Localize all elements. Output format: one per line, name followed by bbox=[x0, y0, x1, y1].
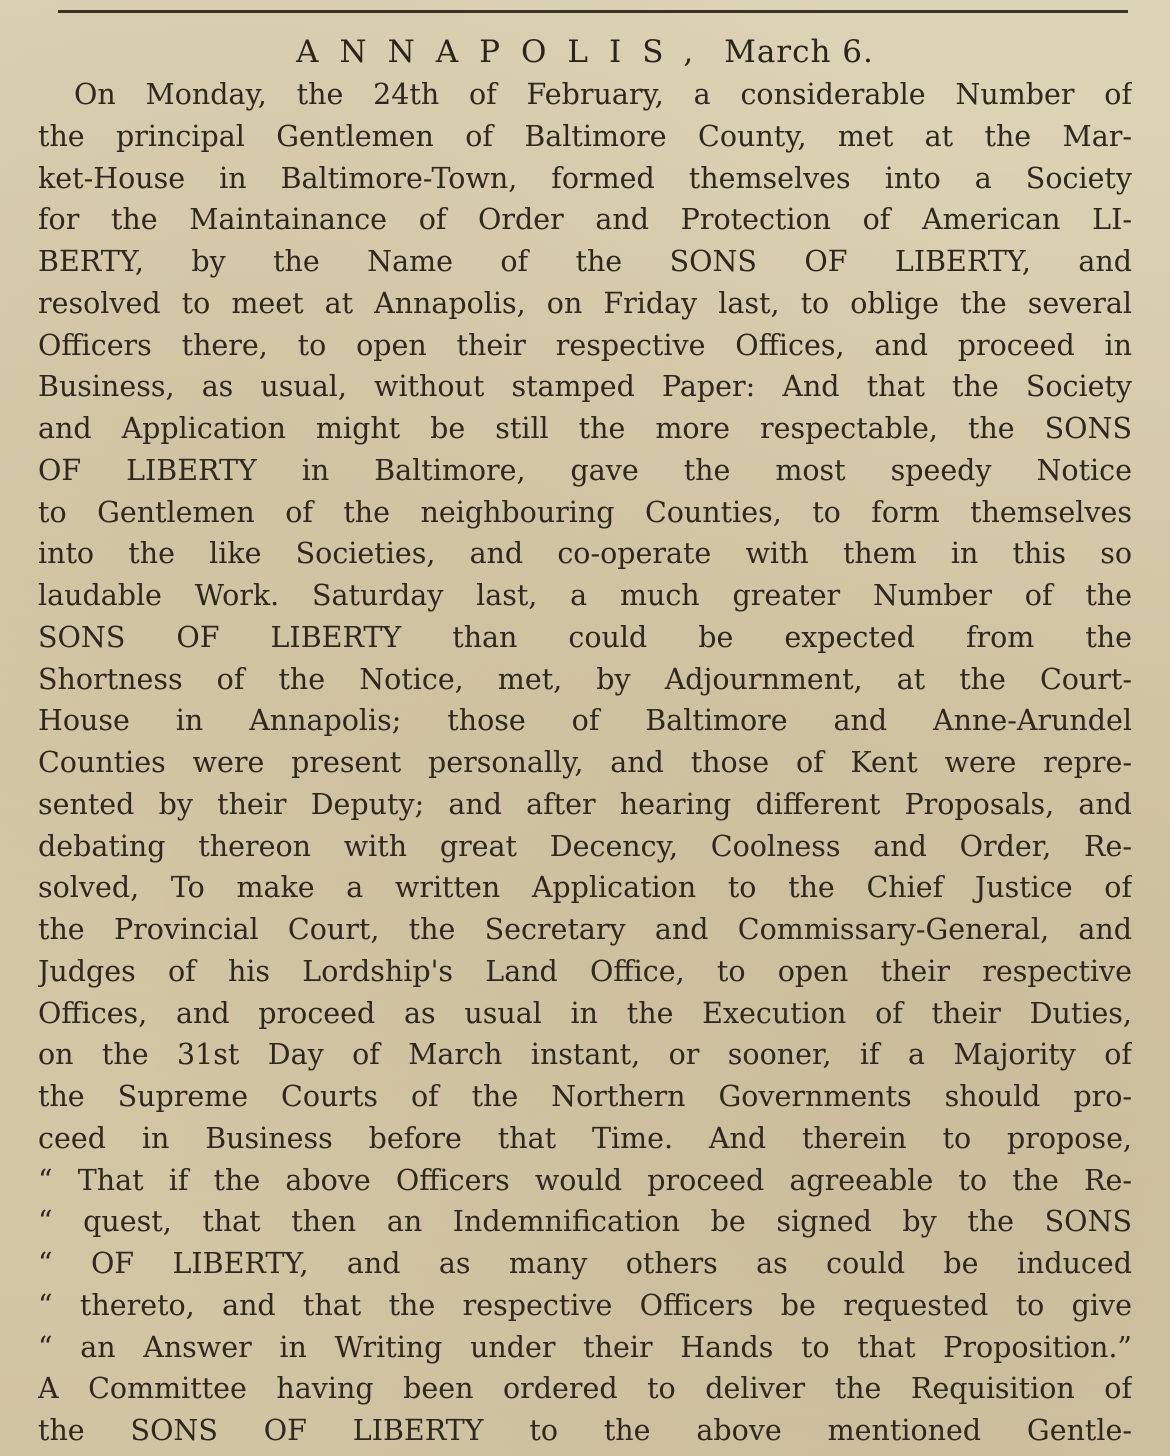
article-line: “ thereto, and that the respective Officers be requested to give bbox=[38, 1288, 1132, 1322]
article-line: into the like Societies, and co-operate with them in this so bbox=[38, 537, 1132, 571]
article-line: solved, To make a written Application to the Chief Justice of bbox=[38, 871, 1132, 905]
article-line: SONS OF LIBERTY than could be expected from the bbox=[38, 620, 1132, 654]
article-line: the Supreme Courts of the Northern Governments should pro- bbox=[38, 1080, 1132, 1113]
article-line: and Application might be still the more respectable, the SONS bbox=[38, 412, 1132, 445]
article-line: laudable Work. Saturday last, a much greater Number of the bbox=[38, 579, 1132, 612]
article-line: the Provincial Court, the Secretary and Commissary-General, and bbox=[38, 913, 1132, 946]
article-line: on the 31st Day of March instant, or sooner, if a Majority of bbox=[38, 1038, 1132, 1072]
article-line: Offices, and proceed as usual in the Execution of their Duties, bbox=[38, 996, 1132, 1030]
dateline-city: ANNAPOLIS, bbox=[296, 34, 715, 70]
article-line: for the Maintainance of Order and Protection of American LI- bbox=[38, 203, 1132, 237]
article-line: ceed in Business before that Time. And therein to propose, bbox=[38, 1121, 1132, 1155]
article-line: ket-House in Baltimore-Town, formed themselves into a Society bbox=[38, 161, 1132, 195]
article-line: Judges of his Lordship's Land Office, to open their respective bbox=[38, 954, 1132, 988]
article-line: “ an Answer in Writing under their Hands to that Proposition.” bbox=[38, 1330, 1132, 1364]
article-line: Shortness of the Notice, met, by Adjournment, at the Court- bbox=[38, 662, 1132, 696]
article-line: House in Annapolis; those of Baltimore and Anne-Arundel bbox=[38, 704, 1132, 738]
top-rule bbox=[58, 10, 1128, 13]
article-line: resolved to meet at Annapolis, on Friday last, to oblige the several bbox=[38, 286, 1132, 320]
article-line: “ That if the above Officers would proceed agreeable to the Re- bbox=[38, 1163, 1132, 1197]
article-line: the SONS OF LIBERTY to the above mentioned Gentle- bbox=[38, 1414, 1132, 1447]
article-line: to Gentlemen of the neighbouring Counties, to form themselves bbox=[38, 495, 1132, 529]
article-line: OF LIBERTY in Baltimore, gave the most speedy Notice bbox=[38, 453, 1132, 487]
article-line: the principal Gentlemen of Baltimore County, met at the Mar- bbox=[38, 119, 1132, 153]
article-line: “ OF LIBERTY, and as many others as could be induced bbox=[38, 1247, 1132, 1280]
article-line: Counties were present personally, and those of Kent were repre- bbox=[38, 746, 1132, 779]
dateline-date: March 6. bbox=[724, 34, 874, 70]
article-line: Business, as usual, without stamped Paper: And that the Society bbox=[38, 370, 1132, 404]
article-line: BERTY, by the Name of the SONS OF LIBERTY, and bbox=[38, 245, 1132, 278]
article-line: A Committee having been ordered to deliver the Requisition of bbox=[38, 1372, 1132, 1406]
article-line: On Monday, the 24th of February, a considerable Number of bbox=[74, 78, 1132, 111]
article-line: sented by their Deputy; and after hearing different Proposals, and bbox=[38, 787, 1132, 821]
article-line: “ quest, that then an Indemnification be signed by the SONS bbox=[38, 1205, 1132, 1239]
article-body bbox=[38, 74, 1132, 1452]
article-line: Officers there, to open their respective Offices, and proceed in bbox=[38, 328, 1132, 362]
dateline bbox=[0, 32, 1170, 72]
article-line: debating thereon with great Decency, Coolness and Order, Re- bbox=[38, 829, 1132, 863]
